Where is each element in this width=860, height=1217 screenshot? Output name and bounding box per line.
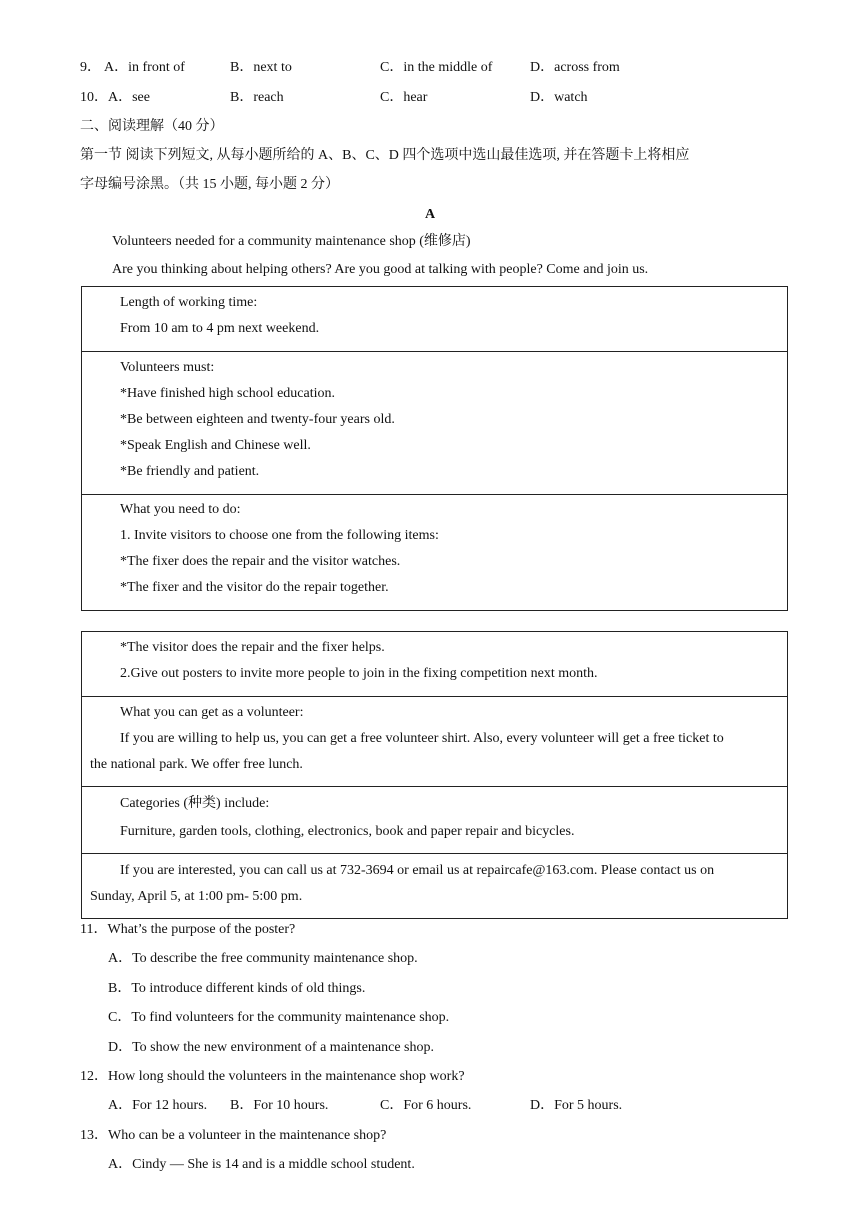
section-title: 二、阅读理解（40 分）	[80, 119, 224, 134]
question-12-stem: 12．How long should the volunteers in the maintenance shop work?	[80, 1069, 465, 1084]
option-d: D．across from	[530, 60, 620, 75]
option-a: A．see	[108, 90, 150, 105]
working-time-title: Length of working time:	[120, 295, 258, 310]
duties-title: What you need to do:	[120, 502, 241, 517]
duty-item: *The fixer does the repair and the visitor watches.	[120, 554, 401, 569]
benefits-text-2: the national park. We offer free lunch.	[90, 757, 303, 772]
intro-title: Volunteers needed for a community maintenance shop (维修店)	[112, 234, 471, 249]
instructions-line-1: 第一节 阅读下列短文, 从每小题所给的 A、B、C、D 四个选项中选山最佳选项, 并在答题卡上将相应	[80, 148, 690, 163]
question-number: 10．	[80, 90, 108, 105]
benefits-title: What you can get as a volunteer:	[120, 705, 304, 720]
requirement-item: *Speak English and Chinese well.	[120, 438, 311, 453]
question-13-stem: 13．Who can be a volunteer in the maintenance shop?	[80, 1128, 387, 1143]
passage-label: A	[424, 207, 436, 222]
requirements-cell	[82, 351, 787, 495]
option-b: B．reach	[230, 90, 284, 105]
requirement-item: *Have finished high school education.	[120, 386, 336, 401]
duties-continued-cell	[82, 632, 787, 696]
intro-text: Are you thinking about helping others? Are you good at talking with people? Come and join us.	[112, 262, 649, 277]
benefits-cell	[82, 696, 787, 787]
duties-cell	[82, 494, 787, 611]
option-b: B．For 10 hours.	[230, 1098, 329, 1113]
question-11-stem: 11．What’s the purpose of the poster?	[80, 922, 296, 937]
option-b: B．To introduce different kinds of old things.	[108, 981, 366, 996]
option-a: A．To describe the free community maintenance shop.	[108, 951, 418, 966]
question-number: 9．	[80, 60, 101, 75]
option-c: C．To find volunteers for the community maintenance shop.	[108, 1010, 450, 1025]
requirements-title: Volunteers must:	[120, 360, 215, 375]
categories-cell	[82, 786, 787, 854]
option-d: D．watch	[530, 90, 588, 105]
working-time-text: From 10 am to 4 pm next weekend.	[120, 321, 320, 336]
duty-item: 1. Invite visitors to choose one from the following items:	[120, 528, 439, 543]
option-c: C．in the middle of	[380, 60, 493, 75]
option-a: A．Cindy — She is 14 and is a middle school student.	[108, 1157, 415, 1172]
contact-text-2: Sunday, April 5, at 1:00 pm- 5:00 pm.	[90, 889, 303, 904]
categories-title: Categories (种类) include:	[120, 796, 270, 811]
option-d: D．To show the new environment of a maintenance shop.	[108, 1040, 434, 1055]
working-time-cell	[82, 287, 787, 351]
contact-text-1: If you are interested, you can call us at 732-3694 or email us at repaircafe@163.com. Please contact us on	[120, 863, 715, 878]
option-a: A．For 12 hours.	[108, 1098, 208, 1113]
poster-table-part-2	[81, 631, 788, 919]
option-d: D．For 5 hours.	[530, 1098, 623, 1113]
requirement-item: *Be between eighteen and twenty-four years old.	[120, 412, 395, 427]
option-b: B．next to	[230, 60, 292, 75]
option-c: C．For 6 hours.	[380, 1098, 472, 1113]
duty-item: *The fixer and the visitor do the repair together.	[120, 580, 389, 595]
benefits-text-1: If you are willing to help us, you can get a free volunteer shirt. Also, every volunteer will get a free ticket to	[120, 731, 724, 746]
instructions-line-2: 字母编号涂黑。（共 15 小题, 每小题 2 分）	[80, 177, 339, 192]
poster-table-part-1	[81, 286, 788, 611]
contact-cell	[82, 853, 787, 919]
option-a: A．in front of	[104, 60, 185, 75]
requirement-item: *Be friendly and patient.	[120, 464, 260, 479]
categories-text: Furniture, garden tools, clothing, electronics, book and paper repair and bicycles.	[120, 824, 575, 839]
duty-item: 2.Give out posters to invite more people to join in the fixing competition next month.	[120, 666, 598, 681]
duty-item: *The visitor does the repair and the fixer helps.	[120, 640, 385, 655]
option-c: C．hear	[380, 90, 428, 105]
